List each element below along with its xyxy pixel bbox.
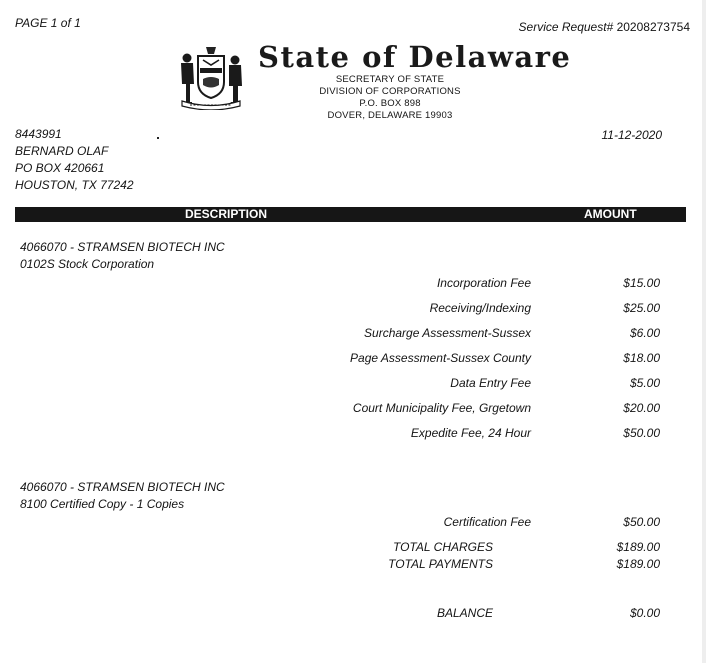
service-request-number: 20208273754 [616,20,690,34]
amount-header: AMOUNT [584,207,637,221]
service-request [519,20,690,34]
group2-type: 8100 Certified Copy - 1 Copies [20,497,185,511]
fee-label: Court Municipality Fee, Grgetown [352,401,531,415]
address-line-4: DOVER, DELAWARE 19903 [327,110,453,121]
fee-label: Certification Fee [443,515,531,529]
group1-entity: 4066070 - STRAMSEN BIOTECH INC [20,240,225,254]
document-title: State of Delaware [258,40,572,74]
group1-type: 0102S Stock Corporation [20,257,155,271]
fee-label: Receiving/Indexing [429,301,531,315]
delaware-seal-icon [176,44,246,110]
fee-amount: $20.00 [623,401,660,415]
group2-entity: 4066070 - STRAMSEN BIOTECH INC [20,480,225,494]
customer-address-2: HOUSTON, TX 77242 [15,178,134,192]
invoice-date: 11-12-2020 [601,128,662,142]
fee-amount: $18.00 [623,351,660,365]
customer-address-1: PO BOX 420661 [15,161,105,175]
fee-label: Surcharge Assessment-Sussex [364,326,531,340]
total-payments-label: TOTAL PAYMENTS [388,557,493,571]
total-charges-amount: $189.00 [616,540,660,554]
fee-amount: $25.00 [623,301,660,315]
fee-amount: $50.00 [623,426,660,440]
scan-speck [157,137,159,139]
address-line-2: DIVISION OF CORPORATIONS [319,86,461,97]
customer-name: BERNARD OLAF [15,144,109,158]
page-number: PAGE 1 of 1 [15,16,81,30]
balance-label: BALANCE [436,606,493,620]
balance-amount: $0.00 [629,606,660,620]
total-charges-label: TOTAL CHARGES [392,540,493,554]
fee-label: Page Assessment-Sussex County [350,351,531,365]
total-payments-amount: $189.00 [616,557,660,571]
table-header [15,207,686,222]
service-request-label: Service Request# [518,20,614,34]
address-line-1: SECRETARY OF STATE [335,74,445,85]
fee-amount: $6.00 [629,326,660,340]
description-header: DESCRIPTION [185,207,268,221]
scan-edge [702,0,706,663]
fee-label: Data Entry Fee [450,376,531,390]
fee-amount: $50.00 [623,515,660,529]
fee-label: Incorporation Fee [436,276,531,290]
customer-id: 8443991 [15,127,62,141]
fee-label: Expedite Fee, 24 Hour [410,426,531,440]
fee-amount: $5.00 [629,376,660,390]
fee-amount: $15.00 [623,276,660,290]
address-line-3: P.O. BOX 898 [359,98,421,109]
